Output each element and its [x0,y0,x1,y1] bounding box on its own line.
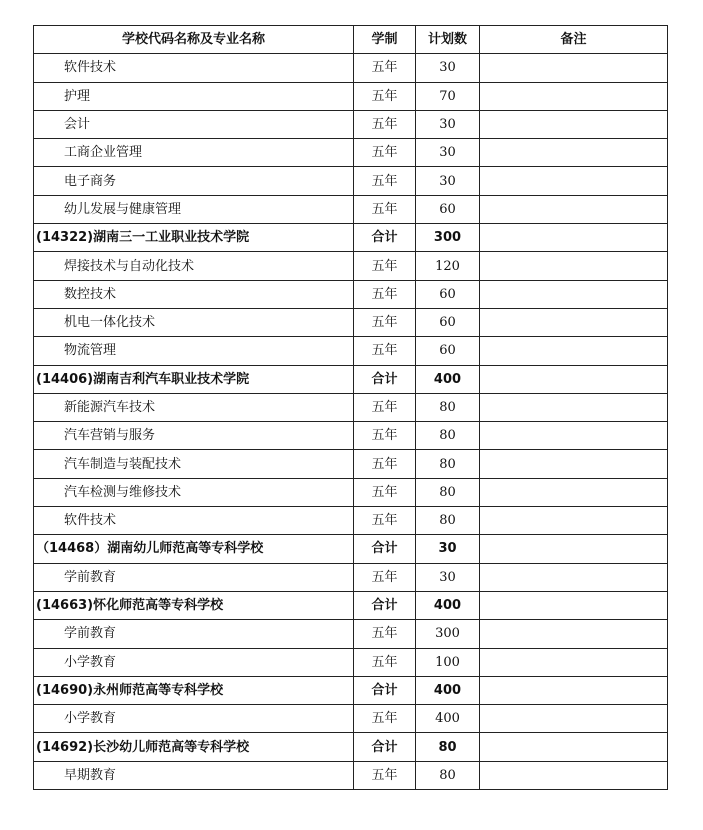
cell-duration: 五年 [354,54,416,82]
cell-duration: 五年 [354,648,416,676]
cell-note [480,110,668,138]
cell-plan: 60 [416,337,480,365]
major-row [34,450,668,478]
cell-note [480,450,668,478]
cell-name: 新能源汽车技术 [34,393,354,421]
school-total-row [34,733,668,761]
cell-duration: 合计 [354,224,416,252]
cell-plan: 400 [416,705,480,733]
major-row [34,422,668,450]
cell-name: (14690)永州师范高等专科学校 [34,676,354,704]
cell-plan: 70 [416,82,480,110]
major-row [34,648,668,676]
cell-plan: 80 [416,450,480,478]
header-name: 学校代码名称及专业名称 [34,26,354,54]
cell-duration: 五年 [354,252,416,280]
cell-note [480,648,668,676]
cell-duration: 合计 [354,535,416,563]
cell-name: 护理 [34,82,354,110]
cell-note [480,507,668,535]
cell-plan: 80 [416,507,480,535]
table-body [34,54,668,790]
cell-name: 汽车制造与装配技术 [34,450,354,478]
cell-duration: 五年 [354,139,416,167]
major-row [34,139,668,167]
major-row [34,337,668,365]
cell-plan: 400 [416,591,480,619]
major-row [34,393,668,421]
major-row [34,167,668,195]
cell-note [480,733,668,761]
cell-note [480,422,668,450]
cell-duration: 五年 [354,563,416,591]
major-row [34,761,668,789]
school-total-row [34,224,668,252]
cell-plan: 400 [416,676,480,704]
cell-note [480,195,668,223]
major-row [34,705,668,733]
cell-note [480,676,668,704]
cell-duration: 五年 [354,620,416,648]
cell-name: 电子商务 [34,167,354,195]
school-total-row [34,535,668,563]
school-total-row [34,676,668,704]
cell-note [480,54,668,82]
cell-plan: 80 [416,478,480,506]
cell-plan: 80 [416,761,480,789]
major-row [34,478,668,506]
cell-name: 软件技术 [34,507,354,535]
cell-name: (14322)湖南三一工业职业技术学院 [34,224,354,252]
cell-plan: 400 [416,365,480,393]
major-row [34,280,668,308]
cell-note [480,761,668,789]
cell-duration: 五年 [354,337,416,365]
cell-name: 小学教育 [34,705,354,733]
cell-duration: 合计 [354,591,416,619]
cell-plan: 30 [416,535,480,563]
cell-plan: 60 [416,308,480,336]
cell-duration: 五年 [354,82,416,110]
cell-note [480,252,668,280]
cell-name: 机电一体化技术 [34,308,354,336]
cell-plan: 30 [416,110,480,138]
cell-plan: 60 [416,280,480,308]
cell-note [480,705,668,733]
cell-plan: 100 [416,648,480,676]
cell-note [480,591,668,619]
cell-name: 会计 [34,110,354,138]
cell-name: (14692)长沙幼儿师范高等专科学校 [34,733,354,761]
cell-name: 学前教育 [34,563,354,591]
cell-note [480,139,668,167]
cell-note [480,82,668,110]
header-duration: 学制 [354,26,416,54]
cell-duration: 合计 [354,676,416,704]
cell-duration: 五年 [354,280,416,308]
cell-plan: 120 [416,252,480,280]
cell-name: (14663)怀化师范高等专科学校 [34,591,354,619]
cell-name: 小学教育 [34,648,354,676]
major-row [34,110,668,138]
cell-name: 物流管理 [34,337,354,365]
cell-note [480,337,668,365]
cell-note [480,365,668,393]
cell-name: （14468）湖南幼儿师范高等专科学校 [34,535,354,563]
major-row [34,507,668,535]
cell-duration: 五年 [354,705,416,733]
cell-name: (14406)湖南吉利汽车职业技术学院 [34,365,354,393]
enrollment-plan-table [33,25,668,790]
header-plan: 计划数 [416,26,480,54]
school-total-row [34,591,668,619]
cell-name: 焊接技术与自动化技术 [34,252,354,280]
school-total-row [34,365,668,393]
cell-name: 汽车营销与服务 [34,422,354,450]
cell-duration: 五年 [354,195,416,223]
cell-note [480,535,668,563]
cell-name: 软件技术 [34,54,354,82]
cell-plan: 30 [416,563,480,591]
cell-duration: 五年 [354,393,416,421]
major-row [34,252,668,280]
cell-duration: 五年 [354,308,416,336]
cell-duration: 五年 [354,507,416,535]
cell-name: 汽车检测与维修技术 [34,478,354,506]
major-row [34,82,668,110]
cell-note [480,478,668,506]
cell-plan: 80 [416,393,480,421]
cell-duration: 五年 [354,110,416,138]
cell-plan: 30 [416,139,480,167]
cell-plan: 300 [416,224,480,252]
cell-plan: 60 [416,195,480,223]
cell-plan: 30 [416,167,480,195]
table-header-row [34,26,668,54]
cell-note [480,167,668,195]
cell-name: 数控技术 [34,280,354,308]
cell-duration: 合计 [354,733,416,761]
cell-duration: 五年 [354,450,416,478]
major-row [34,195,668,223]
major-row [34,308,668,336]
cell-plan: 300 [416,620,480,648]
cell-plan: 80 [416,733,480,761]
cell-note [480,224,668,252]
cell-note [480,308,668,336]
cell-duration: 合计 [354,365,416,393]
cell-plan: 30 [416,54,480,82]
cell-name: 学前教育 [34,620,354,648]
cell-duration: 五年 [354,761,416,789]
cell-name: 工商企业管理 [34,139,354,167]
cell-note [480,620,668,648]
header-note: 备注 [480,26,668,54]
cell-note [480,280,668,308]
cell-name: 幼儿发展与健康管理 [34,195,354,223]
cell-note [480,563,668,591]
cell-note [480,393,668,421]
major-row [34,54,668,82]
cell-duration: 五年 [354,478,416,506]
cell-duration: 五年 [354,167,416,195]
cell-name: 早期教育 [34,761,354,789]
major-row [34,620,668,648]
cell-duration: 五年 [354,422,416,450]
cell-plan: 80 [416,422,480,450]
major-row [34,563,668,591]
